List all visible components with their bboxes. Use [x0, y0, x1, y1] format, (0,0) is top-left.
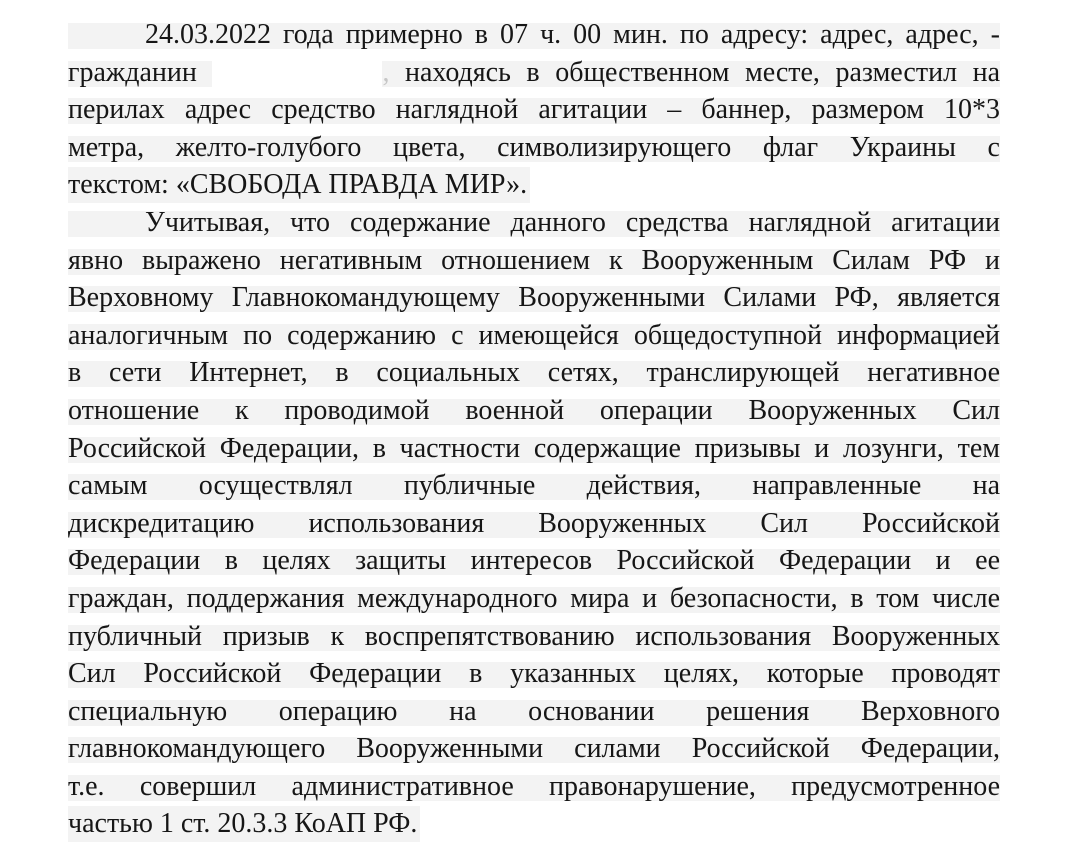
text-fragment: гражданин: [68, 56, 197, 88]
text-line: Верховному Главнокомандующему Вооруженными Силами РФ, является: [68, 279, 1000, 317]
text-fragment: находясь в общественном месте, разместил на: [405, 56, 1000, 88]
text-line: главнокомандующего Вооруженными силами Российской Федерации,: [68, 730, 1000, 768]
text-line: [68, 805, 1000, 843]
text-line: граждан, поддержания международного мира и безопасности, в том числе: [68, 580, 1000, 618]
text-line: аналогичным по содержанию с имеющейся общедоступной информацией: [68, 317, 1000, 355]
text-line: Российской Федерации, в частности содержащие призывы и лозунги, тем: [68, 430, 1000, 468]
text-line: дискредитацию использования Вооруженных Сил Российской: [68, 505, 1000, 543]
text-line: явно выражено негативным отношением к Вооруженным Силам РФ и: [68, 242, 1000, 280]
text-line: метра, желто-голубого цвета, символизирующего флаг Украины с: [68, 129, 1000, 167]
text-line: 24.03.2022 года примерно в 07 ч. 00 мин. по адресу: адрес, адрес, -: [68, 16, 1000, 54]
redaction-remnant-mark: ,: [382, 56, 390, 88]
text-line: Федерации в целях защиты интересов Российской Федерации и ее: [68, 542, 1000, 580]
text-line: специальную операцию на основании решения Верховного: [68, 693, 1000, 731]
text-fragment: текстом: «СВОБОДА ПРАВДА МИР».: [68, 167, 530, 203]
text-line: самым осуществлял публичные действия, направленные на: [68, 467, 1000, 505]
text-fragment: частью 1 ст. 20.3.3 КоАП РФ.: [68, 806, 420, 842]
redacted-name-blank: [212, 58, 382, 88]
text-line: публичный призыв к воспрепятствованию использования Вооруженных: [68, 618, 1000, 656]
text-line: в сети Интернет, в социальных сетях, транслирующей негативное: [68, 354, 1000, 392]
text-line: Учитывая, что содержание данного средства наглядной агитации: [68, 204, 1000, 242]
text-line: Сил Российской Федерации в указанных целях, которые проводят: [68, 655, 1000, 693]
text-line: перилах адрес средство наглядной агитации – баннер, размером 10*3: [68, 91, 1000, 129]
text-line: т.е. совершил административное правонарушение, предусмотренное: [68, 768, 1000, 806]
text-line: отношение к проводимой военной операции Вооруженных Сил: [68, 392, 1000, 430]
text-line: [68, 166, 1000, 204]
text-line-with-redaction: [68, 54, 1000, 92]
